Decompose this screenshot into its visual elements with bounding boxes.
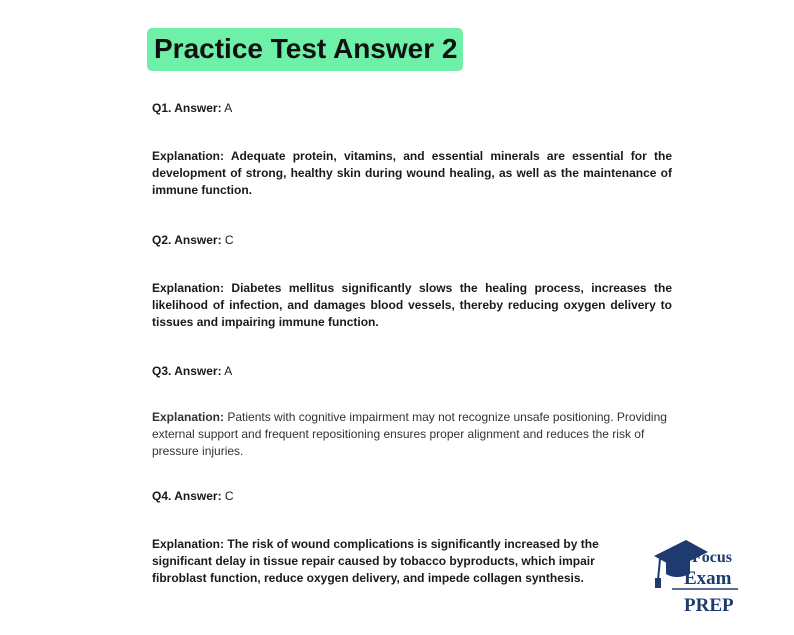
answer-label: Q4. Answer: bbox=[152, 489, 222, 503]
page-title: Practice Test Answer 2 bbox=[147, 28, 463, 71]
explanation-label: Explanation: bbox=[152, 281, 225, 295]
question-2-answer bbox=[152, 233, 234, 248]
explanation-text: Adequate protein, vitamins, and essential minerals are essential for the development of strong, healthy skin during wound healing, as well as the maintenance of immune function. bbox=[152, 149, 673, 197]
question-3-explanation bbox=[152, 409, 672, 460]
answer-label: Q2. Answer: bbox=[152, 233, 222, 247]
explanation-text: Patients with cognitive impairment may not recognize unsafe positioning. Providing external support and frequent repositioning ensures proper alignment and reduces the risk of pressure injuries. bbox=[152, 410, 667, 458]
explanation-text: Diabetes mellitus significantly slows the healing process, increases the likelihood of infection, and damages blood vessels, thereby reducing oxygen delivery to tissues and impairing immune function. bbox=[152, 281, 672, 329]
logo-text-prep: PREP bbox=[684, 595, 734, 616]
answer-value: A bbox=[224, 101, 233, 115]
question-1-explanation bbox=[152, 148, 672, 199]
explanation-label: Explanation: bbox=[152, 149, 225, 163]
logo-text-focus: Focus bbox=[692, 549, 732, 566]
explanation-text: The risk of wound complications is significantly increased by the significant delay in tissue repair caused by tobacco byproducts, which impair fibroblast function, reduce oxygen delivery, and impede collagen synthesis. bbox=[152, 537, 599, 585]
explanation-label: Explanation: bbox=[152, 537, 225, 551]
question-2-explanation bbox=[152, 280, 672, 331]
answer-label: Q1. Answer: bbox=[152, 101, 222, 115]
focus-exam-prep-logo bbox=[650, 534, 740, 616]
answer-value: C bbox=[224, 233, 234, 247]
explanation-label: Explanation: bbox=[152, 410, 225, 424]
answer-value: A bbox=[224, 364, 233, 378]
answer-value: C bbox=[224, 489, 234, 503]
logo-text-exam: Exam bbox=[684, 568, 732, 589]
question-4-answer bbox=[152, 489, 234, 504]
question-3-answer bbox=[152, 364, 232, 379]
question-4-explanation bbox=[152, 536, 652, 587]
answer-label: Q3. Answer: bbox=[152, 364, 222, 378]
question-1-answer bbox=[152, 101, 232, 116]
